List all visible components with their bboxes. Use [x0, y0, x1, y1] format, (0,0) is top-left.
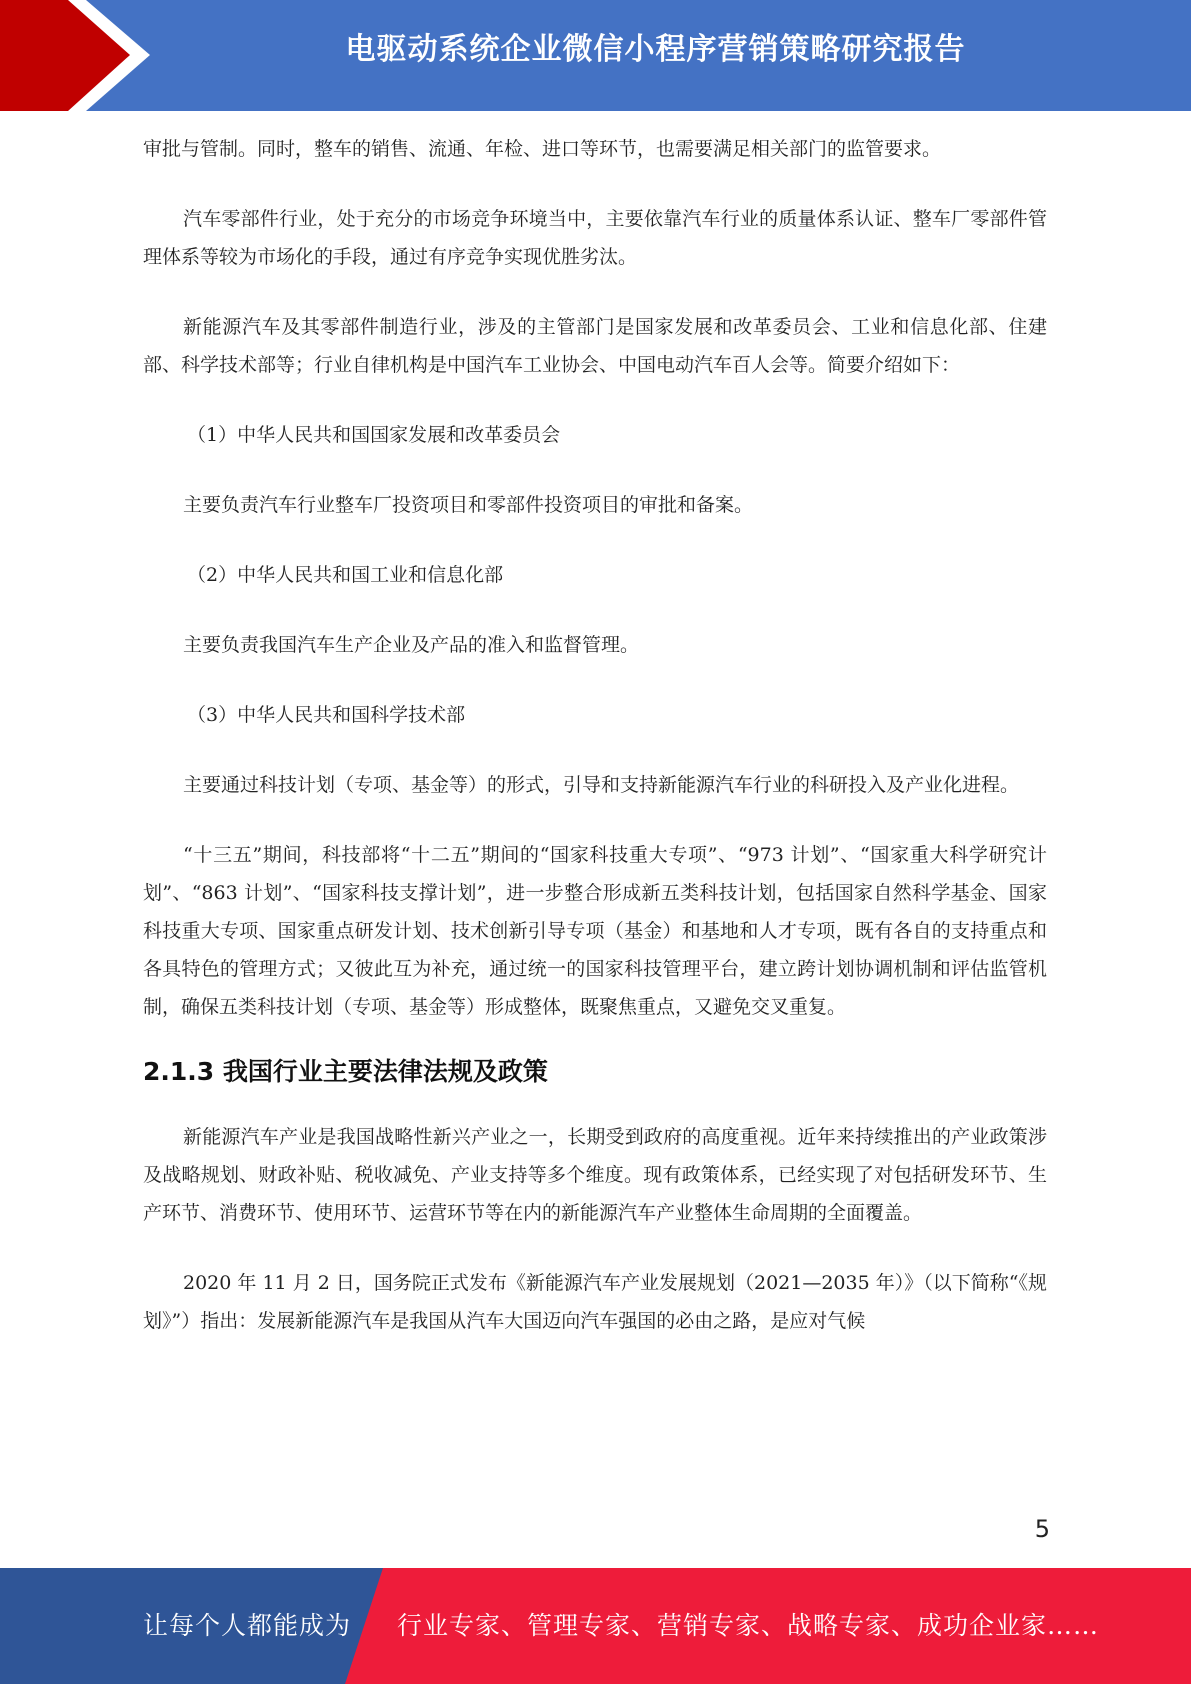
footer-slogan-left: 让每个人都能成为	[143, 1611, 352, 1640]
paragraph: 主要通过科技计划（专项、基金等）的形式，引导和支持新能源汽车行业的科研投入及产业化进程。	[183, 774, 1020, 796]
paragraph: “十三五”期间，科技部将“十二五”期间的“国家科技重大专项”、“973 计划”、“国家重大科学研究计划”、“863 计划”、“国家科技支撑计划”，进一步整合形成新五类科技计划，包括国家自然科学基金、国家科技重大专项、国家重点研发计划、技术创新引导专项（基金）和基地和人才专项，既有各自的支持重点和各具特色的管理方式；又彼此互为补充，通过统一的国家科技管理平台，建立跨计划协调机制和评估监管机制，确保五类科技计划（专项、基金等）形成整体，既聚焦重点，又避免交叉重复。	[143, 844, 1047, 1018]
section-heading: 2.1.3 我国行业主要法律法规及政策	[143, 1057, 548, 1086]
list-item-heading: （1）中华人民共和国国家发展和改革委员会	[187, 424, 561, 446]
list-item-heading: （3）中华人民共和国科学技术部	[187, 704, 466, 726]
document-body	[143, 130, 1047, 1340]
paragraph: 新能源汽车产业是我国战略性新兴产业之一，长期受到政府的高度重视。近年来持续推出的产业政策涉及战略规划、财政补贴、税收减免、产业支持等多个维度。现有政策体系，已经实现了对包括研发环节、生产环节、消费环节、使用环节、运营环节等在内的新能源汽车产业整体生命周期的全面覆盖。	[143, 1126, 1047, 1224]
paragraph: 主要负责汽车行业整车厂投资项目和零部件投资项目的审批和备案。	[183, 494, 754, 516]
paragraph: 汽车零部件行业，处于充分的市场竞争环境当中，主要依靠汽车行业的质量体系认证、整车厂零部件管理体系等较为市场化的手段，通过有序竞争实现优胜劣汰。	[143, 208, 1047, 268]
page-number: 5	[1034, 1515, 1050, 1543]
paragraph: 审批与管制。同时，整车的销售、流通、年检、进口等环节，也需要满足相关部门的监管要求。	[143, 138, 942, 160]
report-title: 电驱动系统企业微信小程序营销策略研究报告	[345, 32, 966, 67]
paragraph: 主要负责我国汽车生产企业及产品的准入和监督管理。	[183, 634, 640, 656]
page-header	[0, 0, 1191, 111]
footer-slogan-right: 行业专家、管理专家、营销专家、战略专家、成功企业家……	[397, 1611, 1100, 1640]
list-item-heading: （2）中华人民共和国工业和信息化部	[187, 564, 504, 586]
page-footer	[0, 1568, 1191, 1684]
paragraph: 新能源汽车及其零部件制造行业，涉及的主管部门是国家发展和改革委员会、工业和信息化部、住建部、科学技术部等；行业自律机构是中国汽车工业协会、中国电动汽车百人会等。简要介绍如下：	[143, 316, 1047, 376]
paragraph: 2020 年 11 月 2 日，国务院正式发布《新能源汽车产业发展规划（2021—2035 年）》（以下简称“《规划》”）指出：发展新能源汽车是我国从汽车大国迈向汽车强国的必由之路，是应对气候	[143, 1272, 1047, 1332]
